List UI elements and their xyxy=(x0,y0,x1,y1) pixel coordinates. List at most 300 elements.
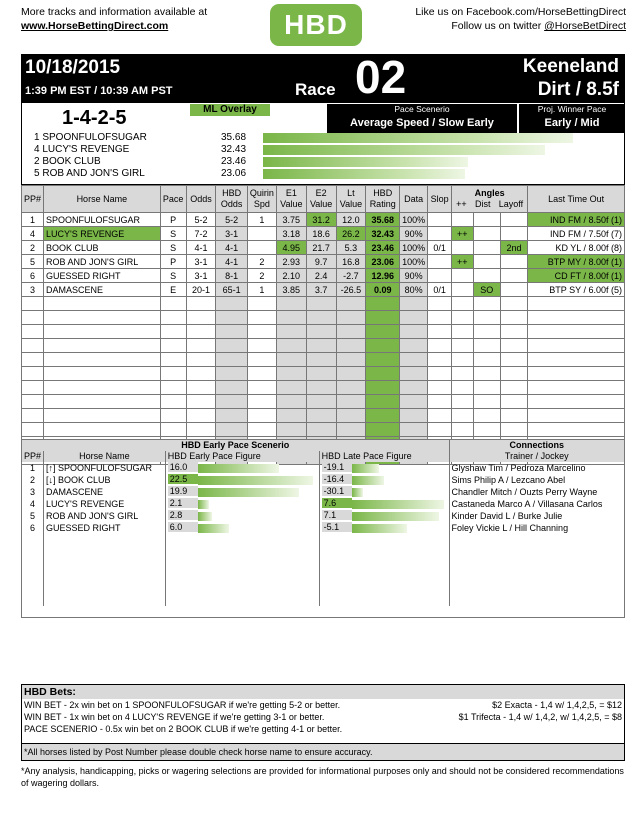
col-e2: E2 Value xyxy=(306,186,336,213)
pace-cell-pp xyxy=(22,534,44,546)
cell-e2 xyxy=(306,381,336,395)
angles-subheaders xyxy=(452,199,527,210)
cell-e1 xyxy=(276,297,306,311)
top-four-row xyxy=(22,132,582,144)
twitter-handle[interactable]: @HorseBetDirect xyxy=(544,20,626,32)
cell-horse xyxy=(44,311,161,325)
bets-title: HBD Bets: xyxy=(22,685,624,699)
pace-cell-pp: 1 xyxy=(22,462,44,474)
pace-row xyxy=(22,594,625,606)
cell-hbd-odds xyxy=(216,339,248,353)
cell-pp: 1 xyxy=(22,213,44,227)
table-row xyxy=(22,409,625,423)
table-row xyxy=(22,227,625,241)
pace-table-body xyxy=(22,462,625,618)
pace-row xyxy=(22,462,625,474)
pace-cell-pp: 6 xyxy=(22,522,44,534)
cell-angle-dist xyxy=(473,367,500,381)
cell-angle-layoff xyxy=(500,381,527,395)
cell-odds: 5-2 xyxy=(186,213,216,227)
cell-angle-layoff xyxy=(500,283,527,297)
pace-cell-pp xyxy=(22,546,44,558)
cell-angle-dist xyxy=(473,339,500,353)
pace-cell-connections: Sims Philip A / Lezcano Abel xyxy=(449,474,624,486)
site-link[interactable]: www.HorseBettingDirect.com xyxy=(21,20,169,32)
top-four-row xyxy=(22,144,582,156)
pace-cell-pp: 2 xyxy=(22,474,44,486)
top-four-pp: 2 xyxy=(34,156,40,167)
cell-angle-dist xyxy=(473,227,500,241)
angles-pp: ++ xyxy=(456,199,467,209)
cell-slop xyxy=(428,311,452,325)
cell-angle-layoff xyxy=(500,297,527,311)
cell-odds xyxy=(186,339,216,353)
cell-odds xyxy=(186,297,216,311)
table-row xyxy=(22,213,625,227)
cell-angle-pp xyxy=(452,395,474,409)
cell-data: 100% xyxy=(400,255,428,269)
cell-rating xyxy=(366,339,400,353)
cell-angle-pp xyxy=(452,325,474,339)
pace-row xyxy=(22,474,625,486)
race-number: 02 xyxy=(355,51,407,103)
pace-cell-late xyxy=(319,486,449,498)
top-four-row xyxy=(22,168,582,180)
cell-pace xyxy=(160,381,186,395)
cell-slop xyxy=(428,381,452,395)
cell-quirin xyxy=(247,297,276,311)
cell-angle-dist xyxy=(473,381,500,395)
cell-pp: 6 xyxy=(22,269,44,283)
cell-e2: 21.7 xyxy=(306,241,336,255)
cell-pace xyxy=(160,409,186,423)
cell-lt xyxy=(336,409,366,423)
pace-cell-connections xyxy=(449,534,624,546)
cell-hbd-odds xyxy=(216,353,248,367)
cell-e2: 31.2 xyxy=(306,213,336,227)
cell-angle-pp xyxy=(452,367,474,381)
cell-e2: 18.6 xyxy=(306,227,336,241)
cell-last-time: IND FM / 7.50f (7) xyxy=(528,227,625,241)
pace-row xyxy=(22,534,625,546)
pace-cell-connections xyxy=(449,546,624,558)
pace-cell-connections: Kinder David L / Burke Julie xyxy=(449,510,624,522)
late-figure-bar xyxy=(352,488,363,497)
cell-lt xyxy=(336,367,366,381)
cell-e1 xyxy=(276,423,306,437)
cell-angle-dist xyxy=(473,423,500,437)
bet-line-1 xyxy=(22,699,624,711)
top-four-value: 35.68 xyxy=(221,132,247,143)
cell-rating xyxy=(366,409,400,423)
cell-quirin xyxy=(247,311,276,325)
pace-cell-connections: Glyshaw Tim / Pedroza Marcelino xyxy=(449,462,624,474)
cell-hbd-odds xyxy=(216,311,248,325)
cell-angle-dist xyxy=(473,297,500,311)
col-last-time: Last Time Out xyxy=(528,186,625,213)
pace-cell-horse xyxy=(44,534,166,546)
cell-e2: 3.7 xyxy=(306,283,336,297)
cell-lt xyxy=(336,395,366,409)
angles-title: Angles xyxy=(474,188,505,198)
col-e1: E1 Value xyxy=(276,186,306,213)
cell-pp xyxy=(22,297,44,311)
early-pace-title: HBD Early Pace Scenerio xyxy=(22,440,450,451)
sec2-col-early: HBD Early Pace Figure xyxy=(165,451,319,462)
pace-cell-pp xyxy=(22,570,44,582)
cell-last-time: IND FM / 8.50f (1) xyxy=(528,213,625,227)
cell-angle-dist xyxy=(473,241,500,255)
cell-quirin: 1 xyxy=(247,283,276,297)
facebook-text[interactable]: Like us on Facebook.com/HorseBettingDirect xyxy=(415,6,626,18)
table-row xyxy=(22,423,625,437)
pace-cell-early xyxy=(165,546,319,558)
cell-data: 100% xyxy=(400,241,428,255)
cell-angle-pp xyxy=(452,353,474,367)
pace-cell-late xyxy=(319,558,449,570)
top-right-info xyxy=(415,5,626,33)
cell-last-time xyxy=(528,381,625,395)
cell-slop xyxy=(428,213,452,227)
pace-cell-late xyxy=(319,546,449,558)
sec2-col-conn: Trainer / Jockey xyxy=(449,451,624,462)
pace-cell-horse xyxy=(44,570,166,582)
table-row xyxy=(22,311,625,325)
cell-rating: 35.68 xyxy=(366,213,400,227)
top-four-name: BOOK CLUB xyxy=(42,156,101,167)
cell-pp xyxy=(22,367,44,381)
early-figure-value: 2.8 xyxy=(168,510,198,520)
cell-quirin xyxy=(247,367,276,381)
pace-cell-horse: LUCY'S REVENGE xyxy=(44,498,166,510)
cell-angle-dist xyxy=(473,325,500,339)
cell-angle-layoff xyxy=(500,311,527,325)
cell-pace xyxy=(160,325,186,339)
cell-odds xyxy=(186,325,216,339)
cell-horse: DAMASCENE xyxy=(44,283,161,297)
cell-rating xyxy=(366,381,400,395)
cell-hbd-odds xyxy=(216,367,248,381)
cell-hbd-odds xyxy=(216,325,248,339)
cell-last-time xyxy=(528,297,625,311)
cell-angle-layoff xyxy=(500,353,527,367)
cell-e2 xyxy=(306,339,336,353)
col-pace: Pace xyxy=(160,186,186,213)
cell-rating: 12.96 xyxy=(366,269,400,283)
cell-hbd-odds: 4-1 xyxy=(216,255,248,269)
table-row xyxy=(22,283,625,297)
cell-horse xyxy=(44,353,161,367)
cell-e2 xyxy=(306,423,336,437)
cell-e2 xyxy=(306,367,336,381)
table-row xyxy=(22,325,625,339)
cell-lt: 16.8 xyxy=(336,255,366,269)
pace-cell-horse xyxy=(44,546,166,558)
cell-angle-pp xyxy=(452,213,474,227)
proj-pace-value: Early / Mid xyxy=(544,117,600,129)
cell-e1 xyxy=(276,311,306,325)
cell-e1 xyxy=(276,367,306,381)
cell-slop xyxy=(428,269,452,283)
pace-cell-early xyxy=(165,594,319,606)
pace-cell-pp xyxy=(22,558,44,570)
cell-pace: S xyxy=(160,241,186,255)
cell-angle-layoff xyxy=(500,255,527,269)
cell-e1: 3.75 xyxy=(276,213,306,227)
main-table xyxy=(21,185,625,465)
pace-cell-late xyxy=(319,582,449,594)
pace-cell-late xyxy=(319,594,449,606)
race-date: 10/18/2015 xyxy=(25,57,121,78)
cell-angle-pp xyxy=(452,269,474,283)
cell-lt xyxy=(336,381,366,395)
cell-pp xyxy=(22,395,44,409)
early-figure-value: 2.1 xyxy=(168,498,198,508)
cell-slop: 0/1 xyxy=(428,283,452,297)
cell-pp xyxy=(22,311,44,325)
cell-pace: P xyxy=(160,213,186,227)
bet-line-3-text: PACE SCENERIO - 0.5x win bet on 2 BOOK CLUB if we're getting 4-1 or better. xyxy=(24,724,343,734)
cell-pp: 5 xyxy=(22,255,44,269)
pace-cell-early xyxy=(165,534,319,546)
cell-pp xyxy=(22,339,44,353)
angles-layoff: Layoff xyxy=(498,199,524,209)
cell-lt xyxy=(336,297,366,311)
bets-box xyxy=(21,684,625,761)
cell-angle-dist xyxy=(473,255,500,269)
cell-odds: 7-2 xyxy=(186,227,216,241)
pace-cell-early xyxy=(165,582,319,594)
cell-lt: 5.3 xyxy=(336,241,366,255)
cell-odds xyxy=(186,353,216,367)
cell-rating xyxy=(366,395,400,409)
race-time: 1:39 PM EST / 10:39 AM PST xyxy=(25,85,173,97)
race-header xyxy=(21,51,625,103)
twitter-text xyxy=(415,19,626,33)
col-pp: PP# xyxy=(22,186,44,213)
cell-e1 xyxy=(276,409,306,423)
cell-e1 xyxy=(276,395,306,409)
cell-angle-dist: SO xyxy=(473,283,500,297)
cell-horse xyxy=(44,367,161,381)
cell-hbd-odds: 3-1 xyxy=(216,227,248,241)
pace-cell-horse: [↓] BOOK CLUB xyxy=(44,474,166,486)
ml-overlay-badge: ML Overlay xyxy=(190,104,270,116)
pace-row xyxy=(22,522,625,534)
cell-horse: ROB AND JON'S GIRL xyxy=(44,255,161,269)
track-name: Keeneland xyxy=(522,56,619,77)
col-rating: HBD Rating xyxy=(366,186,400,213)
cell-slop xyxy=(428,325,452,339)
pace-row xyxy=(22,486,625,498)
cell-angle-dist xyxy=(473,353,500,367)
cell-pace xyxy=(160,339,186,353)
cell-data xyxy=(400,409,428,423)
pace-cell-pp: 5 xyxy=(22,510,44,522)
cell-pp xyxy=(22,353,44,367)
cell-lt: 26.2 xyxy=(336,227,366,241)
cell-rating xyxy=(366,353,400,367)
cell-e1 xyxy=(276,381,306,395)
col-odds: Odds xyxy=(186,186,216,213)
cell-pp xyxy=(22,423,44,437)
cell-data xyxy=(400,423,428,437)
race-label: Race xyxy=(295,80,336,99)
cell-pace xyxy=(160,395,186,409)
exacta-text: $2 Exacta - 1,4 w/ 1,4,2,5, = $12 xyxy=(492,700,622,710)
more-tracks-text: More tracks and information available at xyxy=(21,6,208,18)
late-figure-bar xyxy=(352,524,407,533)
cell-data xyxy=(400,297,428,311)
cell-last-time: BTP SY / 6.00f (5) xyxy=(528,283,625,297)
cell-last-time xyxy=(528,423,625,437)
cell-pp xyxy=(22,381,44,395)
pace-row xyxy=(22,570,625,582)
pace-cell-horse xyxy=(44,558,166,570)
cell-quirin xyxy=(247,423,276,437)
pace-scenario-value: Average Speed / Slow Early xyxy=(350,117,494,129)
cell-pp xyxy=(22,409,44,423)
proj-pace-label: Proj. Winner Pace xyxy=(537,104,607,114)
pace-cell-connections xyxy=(449,594,624,606)
cell-e1: 2.10 xyxy=(276,269,306,283)
pace-cell-late xyxy=(319,510,449,522)
cell-pace: S xyxy=(160,269,186,283)
cell-angle-pp xyxy=(452,311,474,325)
table-row xyxy=(22,297,625,311)
top-four-value: 23.06 xyxy=(221,168,247,179)
cell-data xyxy=(400,353,428,367)
cell-angle-pp: ++ xyxy=(452,227,474,241)
col-slop: Slop xyxy=(428,186,452,213)
cell-horse: LUCY'S REVENGE xyxy=(44,227,161,241)
cell-angle-layoff xyxy=(500,409,527,423)
pace-cell-pp: 3 xyxy=(22,486,44,498)
cell-rating xyxy=(366,297,400,311)
cell-rating: 23.46 xyxy=(366,241,400,255)
early-figure-bar xyxy=(198,488,299,497)
cell-odds: 3-1 xyxy=(186,255,216,269)
col-angles xyxy=(452,186,528,213)
bet-line-2-text: WIN BET - 1x win bet on 4 LUCY'S REVENGE if we're getting 3-1 or better. xyxy=(24,712,325,722)
cell-angle-dist xyxy=(473,269,500,283)
pace-cell-horse xyxy=(44,594,166,606)
pace-table-bottom xyxy=(22,606,625,618)
cell-angle-layoff xyxy=(500,339,527,353)
cell-e1: 3.18 xyxy=(276,227,306,241)
pace-cell-early xyxy=(165,486,319,498)
sec2-col-horse: Horse Name xyxy=(44,451,166,462)
cell-data: 100% xyxy=(400,213,428,227)
col-lt: Lt Value xyxy=(336,186,366,213)
cell-quirin xyxy=(247,395,276,409)
table-row xyxy=(22,353,625,367)
cell-e1 xyxy=(276,325,306,339)
table-row xyxy=(22,241,625,255)
cell-hbd-odds xyxy=(216,395,248,409)
cell-last-time xyxy=(528,339,625,353)
late-figure-value: -5.1 xyxy=(322,522,352,532)
cell-slop xyxy=(428,367,452,381)
early-figure-value: 19.9 xyxy=(168,486,198,496)
cell-angle-pp xyxy=(452,241,474,255)
cell-e2 xyxy=(306,353,336,367)
cell-pace: S xyxy=(160,227,186,241)
table-row xyxy=(22,269,625,283)
cell-slop xyxy=(428,409,452,423)
cell-last-time xyxy=(528,325,625,339)
bet-line-3 xyxy=(22,723,624,735)
cell-horse xyxy=(44,395,161,409)
cell-pp: 4 xyxy=(22,227,44,241)
cell-quirin xyxy=(247,325,276,339)
cell-angle-dist xyxy=(473,311,500,325)
cell-lt xyxy=(336,353,366,367)
cell-quirin xyxy=(247,353,276,367)
early-figure-bar xyxy=(198,524,229,533)
cell-data xyxy=(400,395,428,409)
early-figure-value: 22.5 xyxy=(168,474,198,484)
top-four-value: 23.46 xyxy=(221,156,247,167)
cell-e2 xyxy=(306,311,336,325)
cell-slop xyxy=(428,353,452,367)
table-row xyxy=(22,367,625,381)
pace-cell-horse: ROB AND JON'S GIRL xyxy=(44,510,166,522)
cell-angle-pp xyxy=(452,423,474,437)
top-four-bar xyxy=(263,133,573,143)
pace-cell-horse: [↑] SPOONFULOFSUGAR xyxy=(44,462,166,474)
cell-data xyxy=(400,339,428,353)
cell-e1 xyxy=(276,353,306,367)
cell-hbd-odds xyxy=(216,423,248,437)
cell-horse: GUESSED RIGHT xyxy=(44,269,161,283)
cell-last-time: CD FT / 8.00f (1) xyxy=(528,269,625,283)
cell-rating: 0.09 xyxy=(366,283,400,297)
late-figure-bar xyxy=(352,512,439,521)
top-four-horse xyxy=(34,144,129,156)
cell-horse: SPOONFULOFSUGAR xyxy=(44,213,161,227)
cell-horse: BOOK CLUB xyxy=(44,241,161,255)
cell-slop xyxy=(428,255,452,269)
cell-lt: 12.0 xyxy=(336,213,366,227)
pace-cell-horse: DAMASCENE xyxy=(44,486,166,498)
pace-cell-early xyxy=(165,570,319,582)
cell-pace: E xyxy=(160,283,186,297)
col-horse: Horse Name xyxy=(44,186,161,213)
pace-row xyxy=(22,582,625,594)
cell-pace xyxy=(160,353,186,367)
top-left-info xyxy=(21,5,207,33)
cell-hbd-odds: 65-1 xyxy=(216,283,248,297)
table-row xyxy=(22,381,625,395)
cell-angle-layoff xyxy=(500,213,527,227)
cell-angle-pp xyxy=(452,297,474,311)
late-figure-value: -30.1 xyxy=(322,486,352,496)
pace-scenario-box xyxy=(327,104,517,133)
cell-angle-pp: ++ xyxy=(452,255,474,269)
cell-last-time xyxy=(528,395,625,409)
cell-angle-layoff xyxy=(500,227,527,241)
cell-horse xyxy=(44,297,161,311)
cell-quirin xyxy=(247,339,276,353)
pick-sequence: 1-4-2-5 xyxy=(62,107,127,129)
cell-slop xyxy=(428,297,452,311)
cell-rating: 23.06 xyxy=(366,255,400,269)
cell-quirin xyxy=(247,241,276,255)
pace-scenario-label: Pace Scenerio xyxy=(394,104,450,114)
late-figure-bar xyxy=(352,500,444,509)
cell-slop xyxy=(428,395,452,409)
